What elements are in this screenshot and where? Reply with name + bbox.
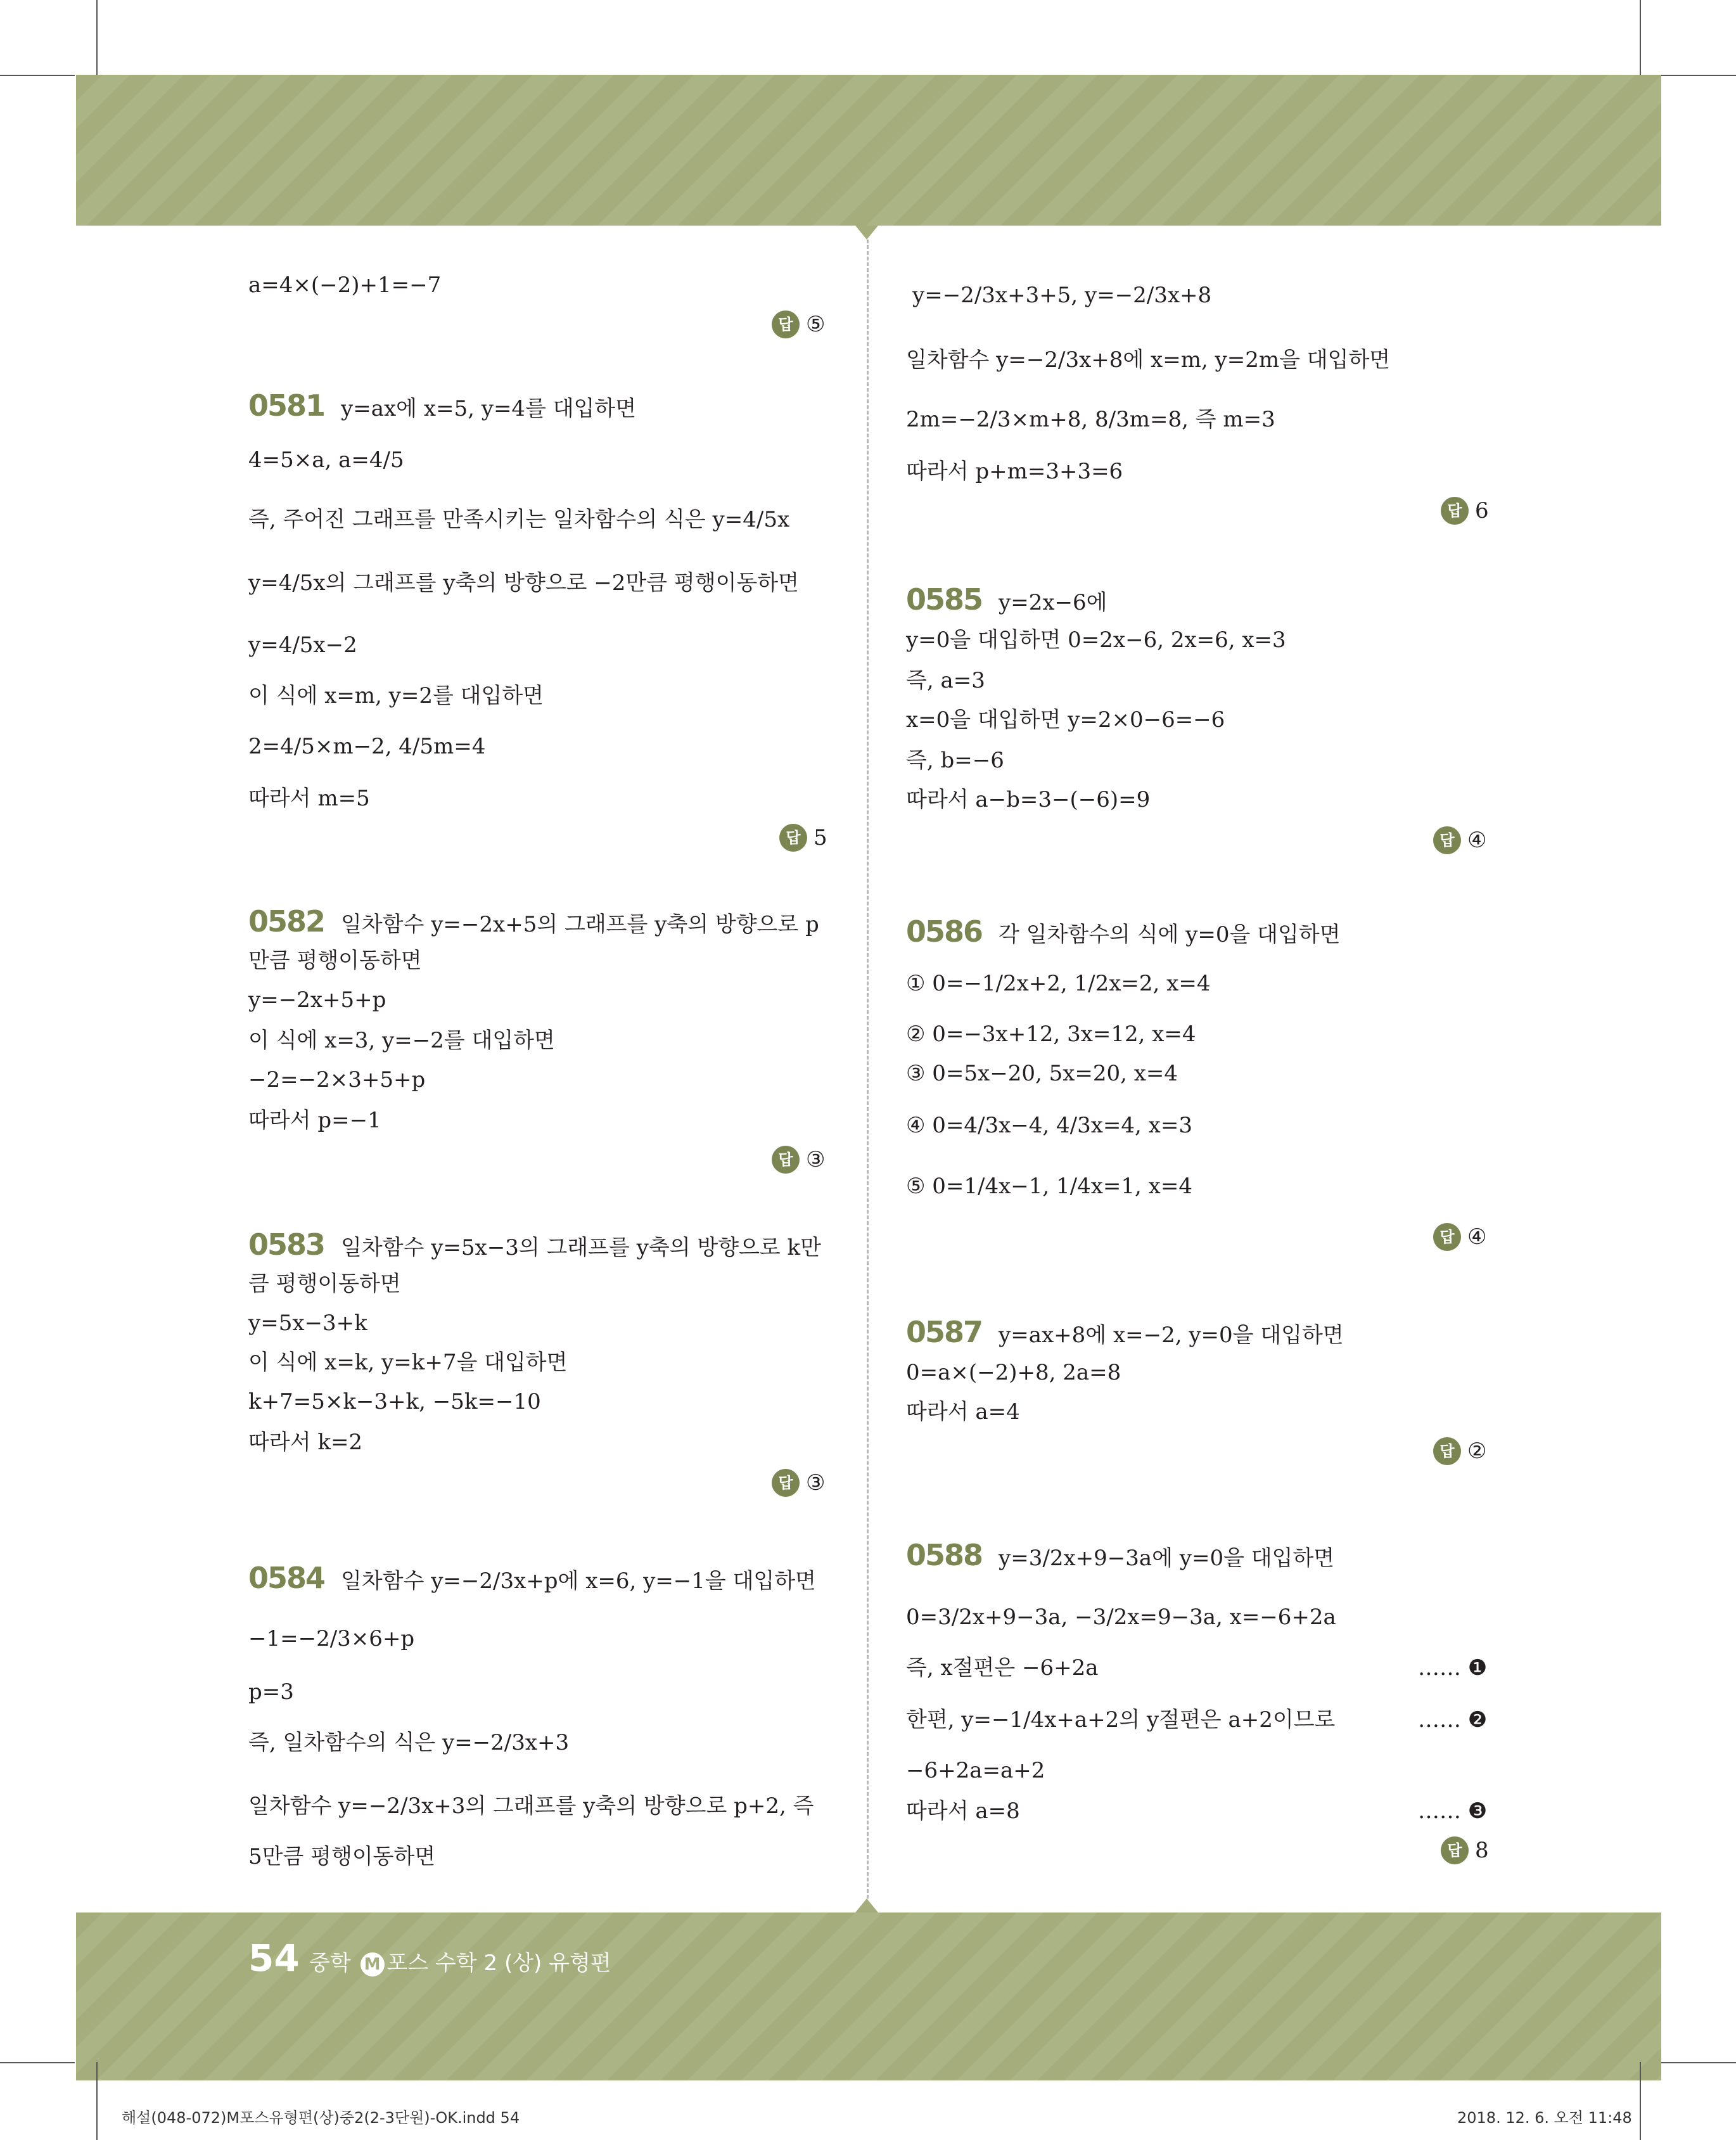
slug-timestamp: 2018. 12. 6. 오전 11:48	[1457, 2109, 1632, 2127]
answer-badge: 답	[1433, 1437, 1461, 1465]
answer	[1433, 1223, 1486, 1251]
footer-notch	[855, 1899, 878, 1913]
problem-header	[248, 388, 637, 423]
answer	[1441, 1836, 1489, 1864]
m-logo-icon: M	[361, 1952, 385, 1977]
solution-line: 일차함수 y=−2x+5의 그래프를 y축의 방향으로 p	[341, 912, 819, 937]
problem-header	[906, 582, 1107, 617]
solution-line: 따라서 m=5	[248, 786, 370, 811]
step-marker: …… ❶	[1418, 1655, 1488, 1681]
answer-value: ③	[806, 1147, 826, 1172]
problem-header	[906, 914, 1341, 949]
solution-line: 이 식에 x=3, y=−2를 대입하면	[248, 1028, 555, 1053]
solution-line: y=2x−6에	[999, 590, 1107, 615]
answer-value: ④	[1467, 828, 1487, 853]
answer-value: ②	[1467, 1438, 1487, 1464]
problem-header	[906, 1538, 1335, 1572]
answer	[779, 824, 827, 852]
solution-line: 2m=−2/3×m+8, 8/3m=8, 즉 m=3	[906, 407, 1275, 432]
solution-line: y=0을 대입하면 0=2x−6, 2x=6, x=3	[906, 627, 1286, 653]
step-marker: …… ❷	[1418, 1707, 1488, 1733]
solution-line: −1=−2/3×6+p	[248, 1626, 415, 1651]
solution-line: ① 0=−1/2x+2, 1/2x=2, x=4	[906, 971, 1211, 996]
problem-number: 0583	[248, 1227, 325, 1262]
answer	[772, 1469, 825, 1497]
solution-line: y=5x−3+k	[248, 1310, 367, 1336]
solution-line: 0=3/2x+9−3a, −3/2x=9−3a, x=−6+2a	[906, 1605, 1336, 1630]
solution-line: 따라서 k=2	[248, 1430, 363, 1455]
solution-line: −2=−2×3+5+p	[248, 1067, 426, 1092]
solution-line: 따라서 a−b=3−(−6)=9	[906, 787, 1151, 812]
solution-line: 0=a×(−2)+8, 2a=8	[906, 1360, 1121, 1385]
solution-line: 즉, b=−6	[906, 748, 1004, 773]
book-prefix: 중학	[309, 1951, 351, 1976]
answer-value: 5	[814, 825, 827, 850]
answer-value: 8	[1475, 1838, 1489, 1863]
problem-number: 0585	[906, 582, 983, 617]
solution-line: y=3/2x+9−3a에 y=0을 대입하면	[999, 1546, 1335, 1571]
solution-line: a=4×(−2)+1=−7	[248, 272, 442, 298]
solution-line: 큼 평행이동하면	[248, 1271, 401, 1297]
solution-line: 2=4/5×m−2, 4/5m=4	[248, 734, 486, 759]
solution-line: 일차함수 y=−2/3x+3의 그래프를 y축의 방향으로 p+2, 즉	[248, 1793, 814, 1819]
solution-line: y=ax에 x=5, y=4를 대입하면	[341, 396, 637, 421]
crop-mark	[0, 75, 75, 76]
solution-line: 따라서 p=−1	[248, 1108, 381, 1133]
answer-badge: 답	[1441, 497, 1469, 525]
problem-header	[248, 904, 819, 939]
answer-badge: 답	[779, 824, 807, 852]
answer	[772, 311, 825, 338]
solution-line: p=3	[248, 1679, 294, 1705]
answer-value: 6	[1475, 498, 1489, 523]
solution-line: ④ 0=4/3x−4, 4/3x=4, x=3	[906, 1113, 1192, 1138]
solution-line: 이 식에 x=k, y=k+7을 대입하면	[248, 1350, 568, 1375]
solution-line: 일차함수 y=5x−3의 그래프를 y축의 방향으로 k만	[341, 1235, 822, 1260]
problem-header	[906, 1315, 1344, 1349]
book-title-block	[309, 1945, 611, 1977]
page-number: 54	[248, 1937, 300, 1980]
solution-line: 따라서 p+m=3+3=6	[906, 459, 1123, 484]
problem-header	[248, 1227, 822, 1262]
solution-line: y=4/5x의 그래프를 y축의 방향으로 −2만큼 평행이동하면	[248, 570, 799, 596]
crop-mark	[96, 2062, 98, 2140]
crop-mark	[1661, 75, 1736, 76]
crop-mark	[0, 2062, 75, 2063]
solution-line: 만큼 평행이동하면	[248, 948, 422, 973]
answer-badge: 답	[772, 311, 800, 338]
crop-mark	[1661, 2062, 1736, 2063]
crop-mark	[1640, 2062, 1641, 2140]
solution-line: 이 식에 x=m, y=2를 대입하면	[248, 683, 544, 708]
answer-badge: 답	[1433, 1223, 1461, 1251]
answer-value: ④	[1467, 1224, 1487, 1250]
solution-line: 따라서 a=8	[906, 1798, 1020, 1824]
answer-value: ⑤	[806, 312, 826, 337]
answer	[1441, 497, 1489, 525]
column-divider	[867, 240, 869, 1899]
answer	[1433, 1437, 1486, 1465]
solution-line: 즉, x절편은 −6+2a	[906, 1655, 1099, 1681]
answer-badge: 답	[1441, 1836, 1469, 1864]
problem-number: 0581	[248, 388, 325, 423]
header-band	[76, 75, 1661, 226]
answer	[1433, 826, 1486, 854]
solution-line: y=ax+8에 x=−2, y=0을 대입하면	[999, 1323, 1344, 1348]
solution-line: ⑤ 0=1/4x−1, 1/4x=1, x=4	[906, 1174, 1192, 1199]
crop-mark	[1640, 0, 1641, 75]
solution-line: y=4/5x−2	[248, 632, 357, 658]
book-title: 포스 수학 2 (상) 유형편	[386, 1951, 611, 1976]
answer-value: ③	[806, 1470, 826, 1496]
solution-line: 일차함수 y=−2/3x+p에 x=6, y=−1을 대입하면	[341, 1568, 816, 1594]
step-marker: …… ❸	[1418, 1798, 1488, 1824]
solution-line: y=−2/3x+3+5, y=−2/3x+8	[912, 283, 1212, 308]
solution-line: x=0을 대입하면 y=2×0−6=−6	[906, 707, 1225, 733]
solution-line: ③ 0=5x−20, 5x=20, x=4	[906, 1061, 1178, 1086]
answer	[772, 1146, 825, 1174]
solution-line: 따라서 a=4	[906, 1399, 1020, 1425]
solution-line: 한편, y=−1/4x+a+2의 y절편은 a+2이므로	[906, 1707, 1336, 1733]
answer-badge: 답	[1433, 826, 1461, 854]
header-notch	[855, 226, 878, 240]
solution-line: 즉, a=3	[906, 668, 985, 693]
problem-header	[248, 1561, 816, 1595]
solution-line: 즉, 주어진 그래프를 만족시키는 일차함수의 식은 y=4/5x	[248, 507, 790, 532]
problem-number: 0587	[906, 1315, 983, 1349]
problem-number: 0582	[248, 904, 325, 939]
solution-line: 4=5×a, a=4/5	[248, 447, 404, 473]
crop-mark	[96, 0, 98, 75]
problem-number: 0588	[906, 1538, 983, 1572]
solution-line: 일차함수 y=−2/3x+8에 x=m, y=2m을 대입하면	[906, 347, 1391, 373]
solution-line: −6+2a=a+2	[906, 1758, 1045, 1783]
solution-line: 각 일차함수의 식에 y=0을 대입하면	[999, 922, 1341, 947]
solution-line: y=−2x+5+p	[248, 987, 386, 1013]
problem-number: 0586	[906, 914, 983, 949]
solution-line: 5만큼 평행이동하면	[248, 1844, 436, 1869]
answer-badge: 답	[772, 1146, 800, 1174]
solution-line: k+7=5×k−3+k, −5k=−10	[248, 1389, 541, 1414]
slug-file: 해설(048-072)M포스유형편(상)중2(2-3단원)-OK.indd 54	[122, 2109, 520, 2127]
answer-badge: 답	[772, 1469, 800, 1497]
footer-band	[76, 1913, 1661, 2080]
solution-line: ② 0=−3x+12, 3x=12, x=4	[906, 1022, 1196, 1047]
solution-line: 즉, 일차함수의 식은 y=−2/3x+3	[248, 1730, 570, 1755]
problem-number: 0584	[248, 1561, 325, 1595]
